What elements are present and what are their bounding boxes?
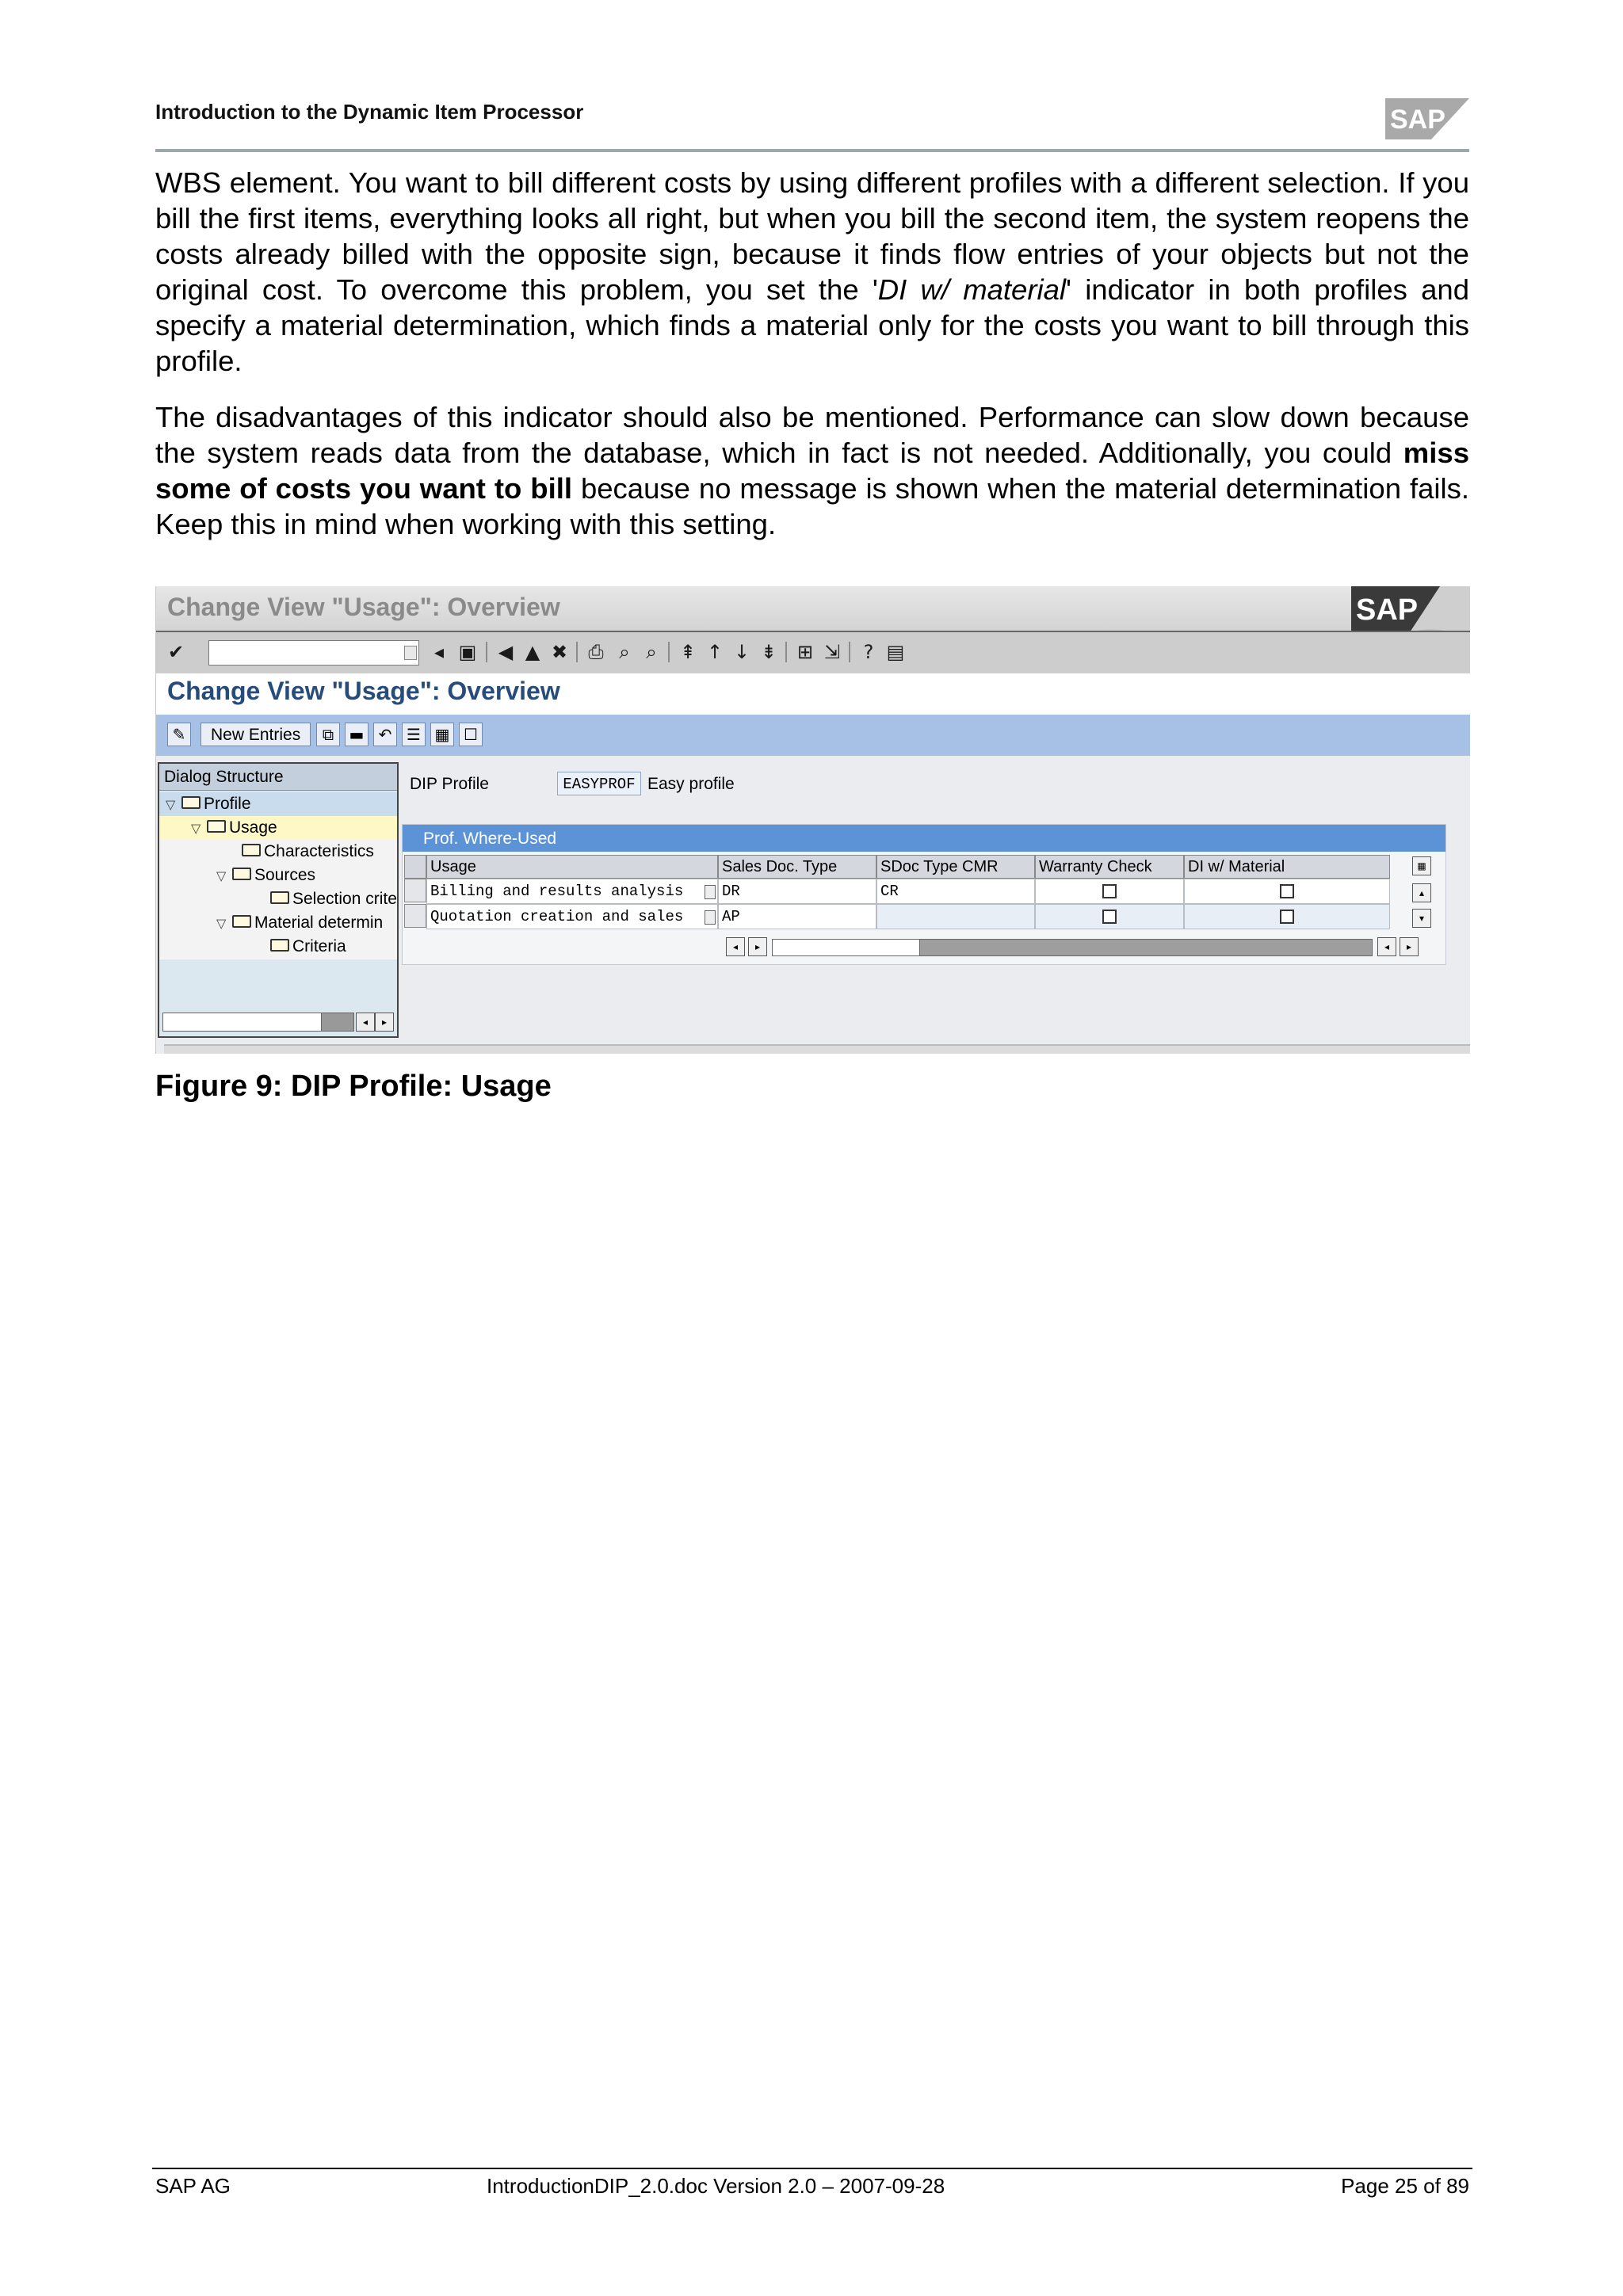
dip-profile-description: Easy profile xyxy=(647,775,735,793)
table-cell-usage[interactable]: Billing and results analysis xyxy=(426,879,718,904)
scroll-track[interactable] xyxy=(772,939,921,956)
table-cell-sdoc-type-cmr[interactable]: CR xyxy=(876,879,1035,904)
di-material-checkbox[interactable] xyxy=(1280,884,1294,898)
table-cell-sdoc-type-cmr[interactable] xyxy=(876,904,1035,929)
back-icon[interactable]: ◂ xyxy=(433,641,445,663)
footer-rule xyxy=(152,2168,1472,2169)
folder-icon xyxy=(242,844,261,856)
scroll-right-icon[interactable]: ▸ xyxy=(375,1013,394,1032)
svg-text:SAP: SAP xyxy=(1390,105,1445,135)
system-toolbar xyxy=(156,631,1470,676)
display-change-icon[interactable]: ✎ xyxy=(167,723,191,746)
scroll-right-icon[interactable]: ▸ xyxy=(1400,937,1419,956)
column-header-di-material[interactable]: DI w/ Material xyxy=(1184,855,1390,879)
sap-logo xyxy=(1385,98,1469,139)
table-cell-di-material xyxy=(1184,879,1390,904)
enter-icon[interactable]: ✔ xyxy=(167,641,185,663)
tree-header: Dialog Structure xyxy=(159,764,397,791)
exit-icon[interactable]: ▲ xyxy=(525,641,540,663)
header-rule xyxy=(155,149,1469,152)
column-header-sales-doc-type[interactable]: Sales Doc. Type xyxy=(718,855,876,879)
value-help-icon[interactable] xyxy=(705,885,716,899)
paragraph-2: The disadvantages of this indicator should also be mentioned. Performance can slow down because the system reads data from the database, which in fact is not needed. Additionally, you could miss some of costs you want to bill because no message is shown when the material determination fails. Keep this in mind when working with this setting. xyxy=(155,401,1469,540)
footer-page-number: Page 25 of 89 xyxy=(1341,2174,1469,2198)
first-page-icon[interactable]: ⇞ xyxy=(679,641,697,663)
footer-company: SAP AG xyxy=(155,2174,231,2198)
tree-item-criteria[interactable]: Criteria xyxy=(159,935,397,959)
tree-item-material-determination[interactable]: ▽ Material determin xyxy=(159,911,397,936)
value-help-icon[interactable] xyxy=(705,910,716,925)
di-material-checkbox[interactable] xyxy=(1280,910,1294,924)
screen-title: Change View "Usage": Overview xyxy=(167,677,560,705)
find-icon[interactable]: ⌕ xyxy=(619,641,630,663)
last-page-icon[interactable]: ⇟ xyxy=(760,641,777,663)
tree-item-sources[interactable]: ▽ Sources xyxy=(159,864,397,888)
folder-icon xyxy=(181,796,200,809)
deselect-all-icon[interactable]: ☐ xyxy=(459,723,483,746)
scroll-thumb[interactable] xyxy=(321,1013,354,1032)
next-page-icon[interactable]: ↓ xyxy=(733,641,750,663)
scroll-left-icon[interactable]: ◂ xyxy=(356,1013,375,1032)
column-header-sdoc-type-cmr[interactable]: SDoc Type CMR xyxy=(876,855,1035,879)
open-folder-icon xyxy=(207,820,226,833)
tree-horizontal-scrollbar[interactable] xyxy=(162,1013,391,1032)
table-control xyxy=(402,824,1446,965)
tree-item-selection-criteria[interactable]: Selection crite xyxy=(159,887,397,912)
window-title: Change View "Usage": Overview xyxy=(167,593,560,621)
select-all-icon[interactable]: ☰ xyxy=(402,723,426,746)
scroll-thumb[interactable] xyxy=(919,939,1373,956)
copy-as-icon[interactable]: ⧉ xyxy=(316,723,340,746)
folder-icon xyxy=(270,891,289,904)
back-circle-icon[interactable]: ◀ xyxy=(498,641,514,663)
folder-icon xyxy=(270,939,289,952)
scroll-left-icon[interactable]: ◂ xyxy=(726,937,745,956)
scroll-left-icon[interactable]: ◂ xyxy=(1377,937,1396,956)
table-cell-usage[interactable]: Quotation creation and sales xyxy=(426,904,718,929)
scroll-track[interactable] xyxy=(162,1013,323,1032)
find-next-icon[interactable]: ⌕ xyxy=(646,641,657,663)
row-selector[interactable] xyxy=(404,879,426,902)
table-cell-warranty-check xyxy=(1035,904,1184,929)
window-titlebar xyxy=(156,586,1470,631)
column-header-warranty-check[interactable]: Warranty Check xyxy=(1035,855,1184,879)
folder-icon xyxy=(232,915,251,928)
command-dropdown-icon[interactable] xyxy=(404,646,417,660)
expand-arrow-icon[interactable]: ▽ xyxy=(191,821,201,836)
dip-profile-label: DIP Profile xyxy=(410,775,489,793)
table-title: Prof. Where-Used xyxy=(403,825,1445,852)
shortcut-icon[interactable]: ⇲ xyxy=(823,641,841,663)
column-header-usage[interactable]: Usage xyxy=(426,855,718,879)
expand-arrow-icon[interactable]: ▽ xyxy=(166,797,176,812)
help-icon[interactable]: ? xyxy=(863,641,874,663)
table-cell-warranty-check xyxy=(1035,879,1184,904)
svg-text:SAP: SAP xyxy=(1356,593,1419,627)
folder-icon xyxy=(232,868,251,880)
save-icon[interactable]: ▣ xyxy=(458,641,477,663)
select-all-rows[interactable] xyxy=(404,855,426,879)
new-session-icon[interactable]: ⊞ xyxy=(796,641,814,663)
warranty-check-checkbox[interactable] xyxy=(1102,910,1117,924)
footer-document-info: IntroductionDIP_2.0.doc Version 2.0 – 2007-09-28 xyxy=(487,2174,945,2198)
status-bar xyxy=(164,1044,1470,1054)
table-settings-icon[interactable]: ▦ xyxy=(1412,856,1431,875)
warranty-check-checkbox[interactable] xyxy=(1102,884,1117,898)
command-field[interactable] xyxy=(208,640,419,666)
delete-icon[interactable]: ▬ xyxy=(345,723,369,746)
scroll-up-icon[interactable]: ▴ xyxy=(1412,883,1431,902)
cancel-icon[interactable]: ✖ xyxy=(551,641,568,663)
figure-caption: Figure 9: DIP Profile: Usage xyxy=(155,1070,552,1103)
table-cell-di-material xyxy=(1184,904,1390,929)
undo-change-icon[interactable]: ↶ xyxy=(373,723,397,746)
tree-item-characteristics[interactable]: Characteristics xyxy=(159,840,397,864)
paragraph-1: WBS element. You want to bill different costs by using different profiles with a different selection. If you bill the first items, everything looks all right, but when you bill the second item, the system reopens the costs already billed with the opposite sign, because it finds flow entries of your objects but not the original cost. To overcome this problem, you set the 'DI w/ material' indicator in both profiles and specify a material determination, which finds a material only for the costs you want to bill through this profile. xyxy=(155,166,1469,377)
table-cell-sales-doc-type[interactable]: AP xyxy=(718,904,876,929)
expand-arrow-icon[interactable]: ▽ xyxy=(216,916,227,931)
tree-item-profile[interactable]: ▽ Profile xyxy=(159,792,397,817)
table-cell-sales-doc-type[interactable]: DR xyxy=(718,879,876,904)
layout-icon[interactable]: ▤ xyxy=(886,641,905,663)
dip-profile-field[interactable]: EASYPROF xyxy=(557,772,641,795)
scroll-down-icon[interactable]: ▾ xyxy=(1412,909,1431,928)
scroll-right-icon[interactable]: ▸ xyxy=(748,937,767,956)
document-header-title: Introduction to the Dynamic Item Processor xyxy=(155,100,584,124)
expand-arrow-icon[interactable]: ▽ xyxy=(216,868,227,883)
table-horizontal-scrollbar[interactable] xyxy=(726,937,1423,956)
print-icon[interactable]: ⎙ xyxy=(588,641,604,663)
dialog-structure-tree xyxy=(158,762,399,1038)
new-entries-button[interactable]: New Entries xyxy=(200,723,311,746)
row-selector[interactable] xyxy=(404,904,426,928)
sap-gui-screenshot xyxy=(155,586,1470,1054)
prev-page-icon[interactable]: ↑ xyxy=(706,641,724,663)
application-toolbar xyxy=(156,715,1470,756)
select-block-icon[interactable]: ▦ xyxy=(430,723,454,746)
tree-item-usage[interactable]: ▽ Usage xyxy=(159,816,397,841)
